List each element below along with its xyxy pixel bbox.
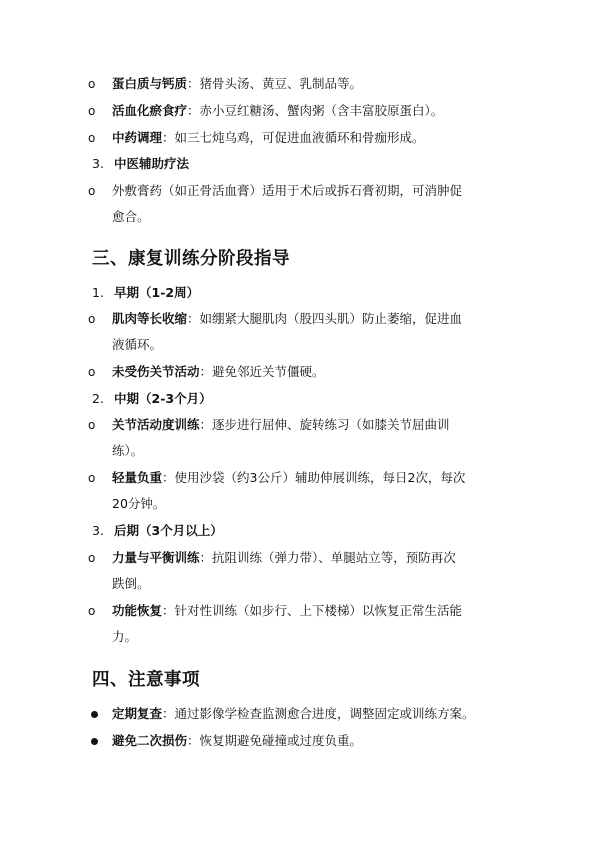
item-text: ：使用沙袋（约3公斤）辅助伸展训练，每日2次，每次 [162,470,466,485]
list-item [88,598,512,650]
item-term: 避免二次损伤 [112,733,188,748]
item-text: ：如三七炖乌鸡，可促进血液循环和骨痂形成。 [162,130,425,145]
circle-bullet-icon: o [88,551,96,565]
item-number: 2. [92,391,104,406]
item-number: 3. [92,156,104,171]
item-text: ：逐步进行屈伸、旋转练习（如膝关节屈曲训 [199,417,450,432]
item-text-line: 外敷膏药（如正骨活血膏）适用于术后或拆石膏初期，可消肿促 [112,183,463,198]
numbered-item [92,518,223,544]
item-text: ：如绷紧大腿肌肉（股四头肌）防止萎缩，促进血 [187,311,463,326]
item-label: 后期（3个月以上） [114,523,223,538]
item-text-line: 液循环。 [112,337,163,352]
list-item [112,701,512,727]
item-text: ：赤小豆红糖汤、蟹肉粥（含丰富胶原蛋白）。 [187,103,444,118]
circle-bullet-icon: o [88,104,96,118]
list-item [88,412,512,464]
item-text: ：抗阻训练（弹力带）、单腿站立等，预防再次 [199,550,456,565]
item-text-line: 力。 [112,629,138,644]
item-text-line: 练）。 [112,443,144,458]
circle-bullet-icon: o [88,418,96,432]
circle-bullet-icon: o [88,365,96,379]
item-term: 活血化瘀食疗 [112,103,188,118]
numbered-item [92,280,199,306]
numbered-item [92,151,189,177]
item-text: ：针对性训练（如步行、上下楼梯）以恢复正常生活能 [162,603,463,618]
circle-bullet-icon: o [88,131,96,145]
list-item [88,359,512,385]
list-item [88,465,512,517]
item-term: 肌肉等长收缩 [112,311,188,326]
list-item [88,125,512,151]
item-text-line: 跌倒。 [112,576,150,591]
filled-bullet-icon [91,738,98,745]
item-term: 中药调理 [112,130,163,145]
item-term: 轻量负重 [112,470,163,485]
filled-bullet-icon [91,711,98,718]
item-term: 未受伤关节活动 [112,364,200,379]
list-item [112,728,512,754]
item-label: 中医辅助疗法 [114,156,190,171]
item-number: 3. [92,523,104,538]
circle-bullet-icon: o [88,471,96,485]
list-item [88,545,512,597]
list-item [88,306,512,358]
item-text: ：避免邻近关节僵硬。 [199,364,325,379]
section-heading: 三、康复训练分阶段指导 [92,249,290,269]
circle-bullet-icon: o [88,604,96,618]
item-text-line: 愈合。 [112,209,150,224]
list-item [88,98,512,124]
item-text-line: 20分钟。 [112,496,166,511]
item-text: ：恢复期避免碰撞或过度负重。 [187,733,363,748]
list-item [88,71,512,97]
item-text: ：猪骨头汤、黄豆、乳制品等。 [187,76,363,91]
item-term: 蛋白质与钙质 [112,76,188,91]
circle-bullet-icon: o [88,184,96,198]
item-label: 中期（2-3个月） [114,391,212,406]
list-item [88,178,512,230]
item-term: 定期复查 [112,706,163,721]
item-number: 1. [92,285,104,300]
item-term: 关节活动度训练 [112,417,200,432]
item-term: 功能恢复 [112,603,163,618]
item-term: 力量与平衡训练 [112,550,200,565]
circle-bullet-icon: o [88,77,96,91]
circle-bullet-icon: o [88,312,96,326]
section-heading: 四、注意事项 [92,670,200,690]
item-label: 早期（1-2周） [114,285,200,300]
numbered-item [92,386,212,412]
item-text: ：通过影像学检查监测愈合进度，调整固定或训练方案。 [162,706,475,721]
